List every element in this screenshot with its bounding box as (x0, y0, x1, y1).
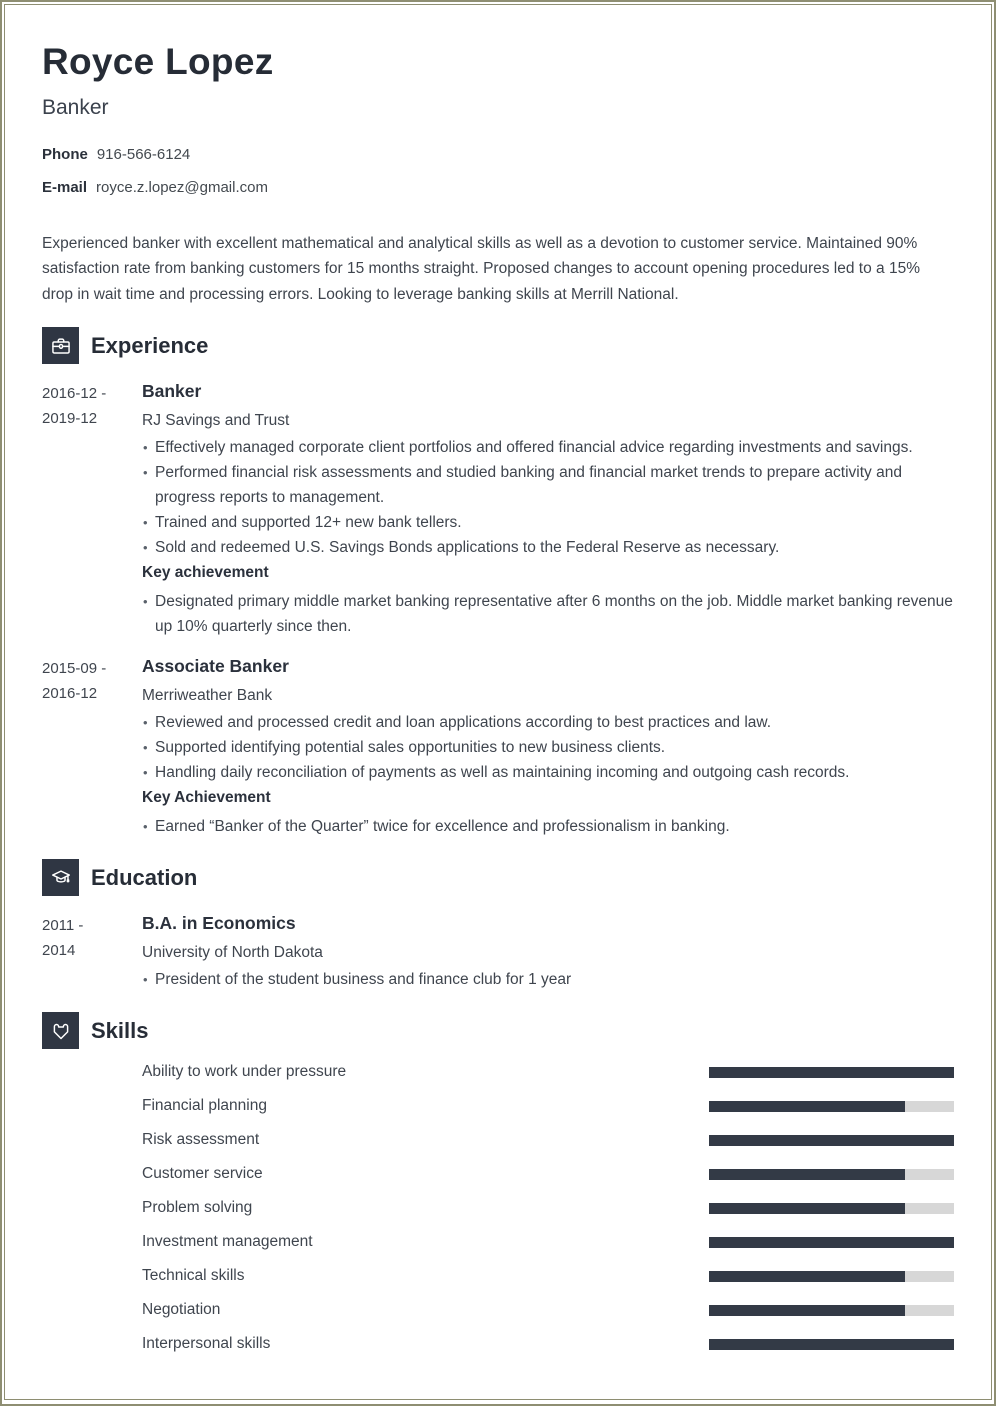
skill-label: Negotiation (142, 1301, 221, 1319)
date-end: 2014 (42, 942, 76, 960)
email-label: E-mail (42, 178, 88, 196)
bullet-item: • Handling daily reconciliation of payments as well as maintaining incoming and outgoing cash records. (142, 760, 954, 785)
email-value: royce.z.lopez@gmail.com (96, 178, 268, 196)
entry-dates (42, 381, 142, 639)
skill-level-fill (709, 1237, 954, 1248)
skill-label: Interpersonal skills (142, 1335, 271, 1353)
entry-degree-title: B.A. in Economics (142, 913, 296, 934)
education-section-title: Education (91, 864, 198, 890)
experience-entry (42, 656, 954, 839)
skill-level-bar (709, 1203, 954, 1214)
bullet-item: • Trained and supported 12+ new bank tellers. (142, 510, 954, 535)
bullet-item: • Performed financial risk assessments and studied banking and financial market trends to prepare activity and progress reports to management. (142, 460, 954, 510)
entry-body (142, 381, 954, 639)
education-entry (42, 913, 954, 992)
skill-row (142, 1123, 954, 1157)
entry-company: Merriweather Bank (142, 687, 273, 705)
skills-section-title: Skills (91, 1017, 149, 1043)
skill-level-fill (709, 1271, 905, 1282)
entry-dates (42, 656, 142, 839)
entry-bullet-list (142, 435, 954, 560)
entry-bullet-list (142, 710, 954, 785)
experience-section-header (42, 327, 954, 364)
experience-section-title: Experience (91, 332, 209, 358)
date-end: 2016-12 (42, 685, 98, 703)
skill-label: Technical skills (142, 1267, 245, 1285)
skills-list (42, 1055, 954, 1361)
entry-body (142, 913, 954, 992)
skill-label: Investment management (142, 1233, 313, 1251)
skill-label: Customer service (142, 1165, 263, 1183)
bullet-item: • Effectively managed corporate client portfolios and offered financial advice regarding investments and savings. (142, 435, 954, 460)
person-name: Royce Lopez (42, 41, 274, 82)
entry-school: University of North Dakota (142, 944, 323, 962)
entry-job-title: Banker (142, 381, 202, 402)
skill-level-fill (709, 1203, 905, 1214)
contact-block (42, 146, 954, 197)
skill-row (142, 1259, 954, 1293)
skill-level-bar (709, 1339, 954, 1350)
bullet-item: • Designated primary middle market banking representative after 6 months on the job. Middle market banking revenue up 10% quarterly since then. (142, 589, 954, 639)
phone-label: Phone (42, 145, 88, 163)
graduation-cap-icon (42, 859, 79, 896)
skill-level-fill (709, 1135, 954, 1146)
entry-company: RJ Savings and Trust (142, 412, 290, 430)
skill-level-bar (709, 1101, 954, 1112)
date-start: 2015-09 - (42, 660, 107, 678)
person-job-title: Banker (42, 95, 109, 119)
bullet-item: • Earned “Banker of the Quarter” twice for excellence and professionalism in banking. (142, 814, 954, 839)
professional-summary: Experienced banker with excellent mathematical and analytical skills as well as a devotion to customer service. Maintained 90% satisfaction rate from banking customers for 15 months straight. Proposed changes to account opening procedures led to a 15% drop in wait time and processing errors. Looking to leverage banking skills at Merrill National. (42, 234, 920, 303)
skill-label: Risk assessment (142, 1131, 260, 1149)
skills-section-header (42, 1012, 954, 1049)
puzzle-icon (42, 1012, 79, 1049)
skill-level-fill (709, 1101, 905, 1112)
key-achievement-label: Key achievement (142, 564, 269, 582)
contact-phone-row (42, 146, 954, 164)
phone-value: 916-566-6124 (96, 145, 191, 163)
entry-bullet-list (142, 967, 954, 992)
skill-row (142, 1293, 954, 1327)
contact-email-row (42, 179, 954, 197)
skill-level-bar (709, 1305, 954, 1316)
bullet-item: • President of the student business and finance club for 1 year (142, 967, 954, 992)
skill-level-fill (709, 1339, 954, 1350)
entry-dates (42, 913, 142, 992)
entry-body (142, 656, 954, 839)
bullet-item: • Sold and redeemed U.S. Savings Bonds applications to the Federal Reserve as necessary. (142, 535, 954, 560)
achievement-bullet-list (142, 814, 954, 839)
skill-row (142, 1089, 954, 1123)
skill-label: Ability to work under pressure (142, 1063, 347, 1081)
experience-entry (42, 381, 954, 639)
skill-row (142, 1225, 954, 1259)
skill-label: Financial planning (142, 1097, 267, 1115)
skill-level-fill (709, 1169, 905, 1180)
skill-level-bar (709, 1135, 954, 1146)
skill-label: Problem solving (142, 1199, 253, 1217)
education-section-header (42, 859, 954, 896)
key-achievement-label: Key Achievement (142, 789, 271, 807)
skill-row (142, 1055, 954, 1089)
skill-level-fill (709, 1067, 954, 1078)
bullet-item: • Reviewed and processed credit and loan applications according to best practices and law. (142, 710, 954, 735)
skill-level-bar (709, 1237, 954, 1248)
skill-level-fill (709, 1305, 905, 1316)
skill-row (142, 1191, 954, 1225)
skill-row (142, 1157, 954, 1191)
page-inner-frame (4, 4, 992, 1400)
date-start: 2011 - (42, 917, 84, 935)
date-end: 2019-12 (42, 410, 98, 428)
skill-row (142, 1327, 954, 1361)
date-start: 2016-12 - (42, 385, 107, 403)
skill-level-bar (709, 1169, 954, 1180)
skill-level-bar (709, 1067, 954, 1078)
briefcase-icon (42, 327, 79, 364)
achievement-bullet-list (142, 589, 954, 639)
skill-level-bar (709, 1271, 954, 1282)
bullet-item: • Supported identifying potential sales opportunities to new business clients. (142, 735, 954, 760)
entry-job-title: Associate Banker (142, 656, 289, 677)
